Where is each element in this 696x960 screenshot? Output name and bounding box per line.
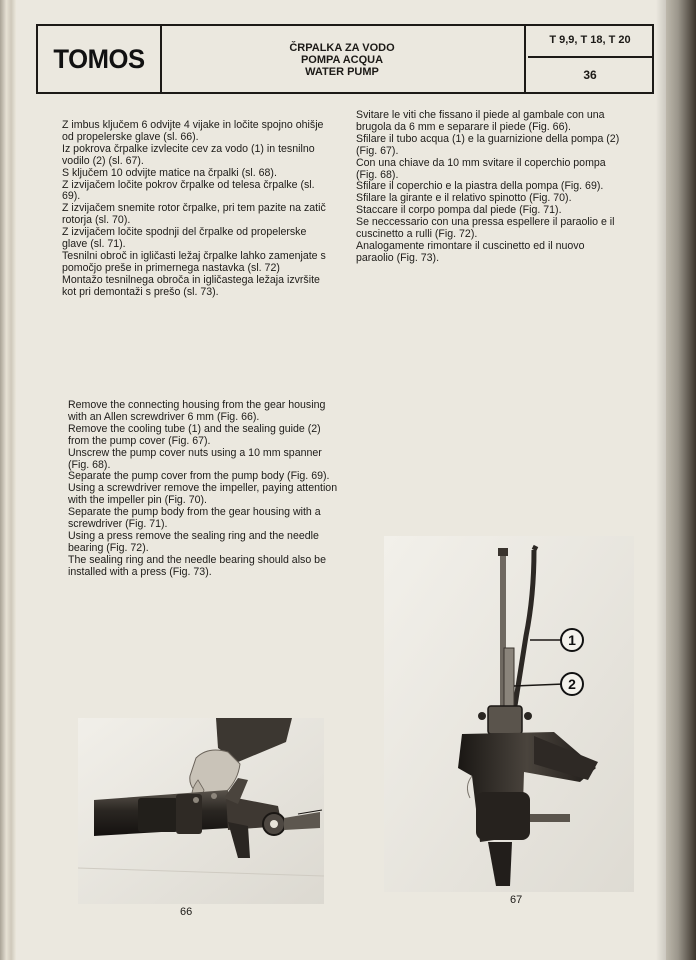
figure-67-caption: 67 xyxy=(510,894,523,906)
en-step: Remove the connecting housing from the gear housing with an Allen screwdriver 6 mm (Fig. 66). xyxy=(68,399,326,423)
sl-step: Z izvijačem snemite rotor črpalke, pri tem pazite na zatič rotorja (sl. 70). xyxy=(62,202,326,227)
it-step: Analogamente rimontare il cuscinetto ed il nuovo paraolio (Fig. 73). xyxy=(356,239,585,264)
en-step: Separate the pump body from the gear housing with a screwdriver (Fig. 71). xyxy=(68,506,321,531)
it-step: Sfilare la girante e il relativo spinotto (Fig. 70). xyxy=(356,192,572,205)
manual-page xyxy=(16,0,666,960)
title-line-en: WATER PUMP xyxy=(305,66,379,78)
header-table xyxy=(36,24,654,94)
it-step: Sfilare il tubo acqua (1) e la guarnizione della pompa (2) (Fig. 67). xyxy=(356,132,620,157)
sl-step: Z izvijačem ločite spodnji del črpalke od propelerske glave (sl. 71). xyxy=(62,226,307,251)
callout-1-label: 1 xyxy=(568,632,576,648)
binding-shadow xyxy=(656,0,696,960)
it-step: Svitare le viti che fissano il piede al gambale con una brugola da 6 mm e separare il piede (Fig. 66). xyxy=(356,109,605,133)
figure-66-caption: 66 xyxy=(180,906,193,918)
sl-step: Tesnilni obroč in igličasti ležaj črpalke lahko zamenjate s pomočjo preše in primernega nastavka (sl. 72) xyxy=(62,249,326,274)
page-stack-edge xyxy=(0,0,16,960)
callout-2-label: 2 xyxy=(568,676,576,692)
section-title xyxy=(160,26,526,92)
sl-step: Z imbus ključem 6 odvijte 4 vijake in ločite spojno ohišje od propelerske glave (sl. 66). xyxy=(62,119,324,143)
english-instructions xyxy=(68,400,338,579)
model-list: T 9,9, T 18, T 20 xyxy=(528,26,652,58)
tomos-logo: TOMOS xyxy=(53,43,145,74)
sl-step: Z izvijačem ločite pokrov črpalke od telesa črpalke (sl. 69). xyxy=(62,178,315,203)
title-line-it: POMPA ACQUA xyxy=(300,54,384,66)
en-step: Separate the pump cover from the pump body (Fig. 69). xyxy=(68,470,330,483)
slovenian-instructions xyxy=(62,120,330,299)
it-step: Con una chiave da 10 mm svitare il coperchio pompa (Fig. 68). xyxy=(356,156,606,181)
it-step: Sfilare il coperchio e la piastra della pompa (Fig. 69). xyxy=(356,180,604,193)
sl-step: Montažo tesnilnega obroča in igličastega ležaja izvršite kot pri demontaži s prešo (sl. 73). xyxy=(62,273,320,298)
logo-cell xyxy=(38,26,162,92)
en-step: Using a press remove the sealing ring and the needle bearing (Fig. 72). xyxy=(68,529,319,554)
figure-66-photo xyxy=(78,718,324,904)
en-step: Remove the cooling tube (1) and the sealing guide (2) from the pump cover (Fig. 67). xyxy=(68,422,321,447)
sl-step: S ključem 10 odvijte matice na črpalki (sl. 68). xyxy=(62,166,277,179)
sl-step: Iz pokrova črpalke izvlecite cev za vodo (1) in tesnilno vodilo (2) (sl. 67). xyxy=(62,142,315,167)
en-step: Using a screwdriver remove the impeller, paying attention with the impeller pin (Fig. 70). xyxy=(68,482,338,507)
it-step: Staccare il corpo pompa dal piede (Fig. 71). xyxy=(356,204,562,217)
title-line-sl: ČRPALKA ZA VODO xyxy=(289,42,395,54)
en-step: Unscrew the pump cover nuts using a 10 mm spanner (Fig. 68). xyxy=(68,446,322,471)
en-step: The sealing ring and the needle bearing should also be installed with a press (Fig. 73). xyxy=(68,553,326,578)
page-number: 36 xyxy=(583,68,597,82)
italian-instructions xyxy=(356,110,624,265)
figure-67-photo xyxy=(384,536,634,892)
it-step: Se neccessario con una pressa espellere il paraolio e il cuscinetto a rulli (Fig. 72). xyxy=(356,216,615,241)
